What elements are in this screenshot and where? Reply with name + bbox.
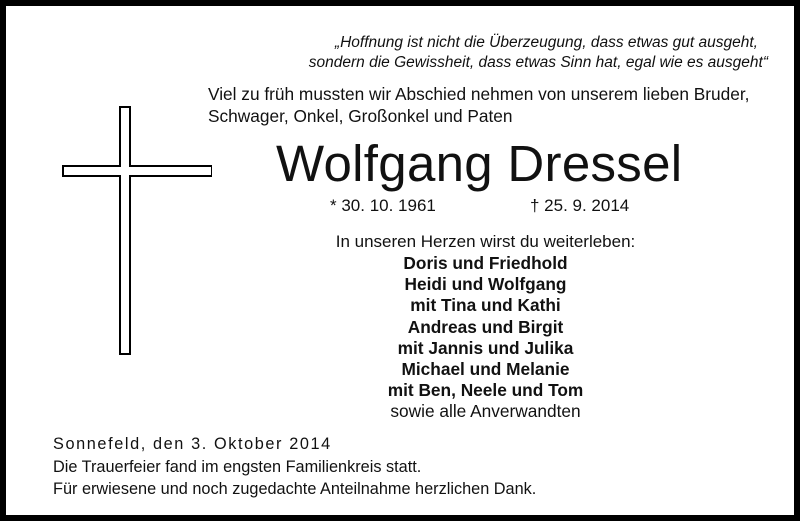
relatives-line: sowie alle Anverwandten [390, 401, 581, 422]
quote [246, 33, 768, 73]
mourner-line: Andreas und Birgit [407, 316, 564, 337]
ceremony-note: Die Trauerfeier fand im engsten Familienkreis statt. [53, 457, 422, 476]
deceased-name: Wolfgang Dressel [276, 135, 683, 192]
intro-line-2: Schwager, Onkel, Großonkel und Paten [208, 106, 513, 126]
quote-line-2: sondern die Gewissheit, dass etwas Sinn hat, egal wie es ausgeht“ [308, 54, 768, 71]
footer [53, 433, 753, 501]
intro-text [208, 83, 778, 127]
mourner-line: Michael und Melanie [401, 359, 570, 380]
mourners-list [328, 253, 643, 423]
heart-line: In unseren Herzen wirst du weiterleben: [335, 232, 636, 251]
death-date: † 25. 9. 2014 [530, 196, 630, 215]
mourner-line: mit Tina und Kathi [410, 295, 561, 316]
cross-icon [62, 106, 212, 356]
intro-line-1: Viel zu früh mussten wir Abschied nehmen von unserem lieben Bruder, [208, 84, 750, 104]
thanks-note: Für erwiesene und noch zugedachte Anteilnahme herzlichen Dank. [53, 480, 537, 498]
mourner-line: Heidi und Wolfgang [404, 274, 567, 295]
mourner-line: mit Jannis und Julika [397, 337, 574, 358]
quote-line-1: „Hoffnung ist nicht die Überzeugung, dass etwas gut ausgeht, [334, 34, 758, 51]
mourner-line: mit Ben, Neele und Tom [387, 380, 584, 401]
place-date: Sonnefeld, den 3. Oktober 2014 [53, 435, 332, 453]
birth-date: * 30. 10. 1961 [330, 196, 436, 215]
mourner-line: Doris und Friedhold [403, 253, 568, 273]
